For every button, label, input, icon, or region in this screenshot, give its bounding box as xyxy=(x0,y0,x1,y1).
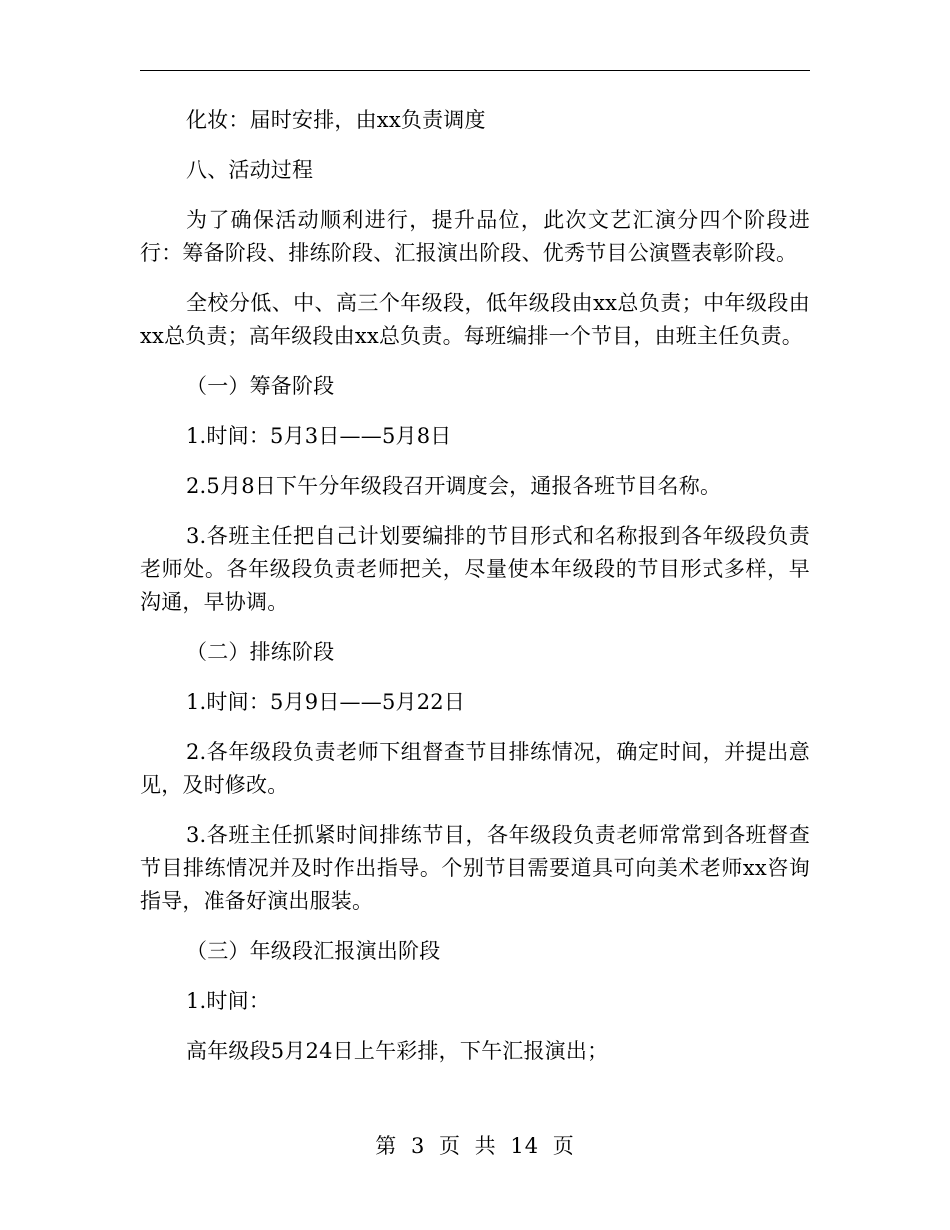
paragraph-report-time: 1.时间： xyxy=(186,989,271,1013)
paragraph-senior-grade-schedule: 高年级段5月24日上午彩排，下午汇报演出； xyxy=(186,1039,609,1063)
paragraph-preparation-time: 1.时间：5月3日——5月8日 xyxy=(186,424,452,448)
header-rule xyxy=(140,70,810,71)
paragraph-four-stages: 为了确保活动顺利进行，提升品位，此次文艺汇演分四个阶段进行：筹备阶段、排练阶段、汇报演出阶段、优秀节目公演暨表彰阶段。 xyxy=(140,208,810,265)
section-heading-activity-process: 八、活动过程 xyxy=(186,158,314,182)
paragraph-grade-levels: 全校分低、中、高三个年级段，低年级段由xx总负责；中年级段由xx总负责；高年级段由xx总负责。每班编排一个节目，由班主任负责。 xyxy=(140,291,810,348)
paragraph-preparation-report: 3.各班主任把自己计划要编排的节目形式和名称报到各年级段负责老师处。各年级段负责老师把关，尽量使本年级段的节目形式多样，早沟通，早协调。 xyxy=(140,524,810,614)
document-body xyxy=(140,104,810,1068)
subheading-rehearsal-stage: （二）排练阶段 xyxy=(186,640,335,664)
paragraph-makeup: 化妆：届时安排，由xx负责调度 xyxy=(186,108,486,132)
paragraph-rehearsal-time: 1.时间：5月9日——5月22日 xyxy=(186,690,466,714)
paragraph-preparation-meeting: 2.5月8日下午分年级段召开调度会，通报各班节目名称。 xyxy=(186,474,722,498)
paragraph-rehearsal-supervision: 2.各年级段负责老师下组督查节目排练情况，确定时间，并提出意见，及时修改。 xyxy=(140,740,810,797)
subheading-report-performance-stage: （三）年级段汇报演出阶段 xyxy=(186,939,441,963)
page-number-footer: 第 3 页 共 14 页 xyxy=(375,1134,575,1158)
subheading-preparation-stage: （一）筹备阶段 xyxy=(186,374,335,398)
paragraph-rehearsal-guidance: 3.各班主任抓紧时间排练节目，各年级段负责老师常常到各班督查节目排练情况并及时作出指导。个别节目需要道具可向美术老师xx咨询指导，准备好演出服装。 xyxy=(140,823,810,913)
